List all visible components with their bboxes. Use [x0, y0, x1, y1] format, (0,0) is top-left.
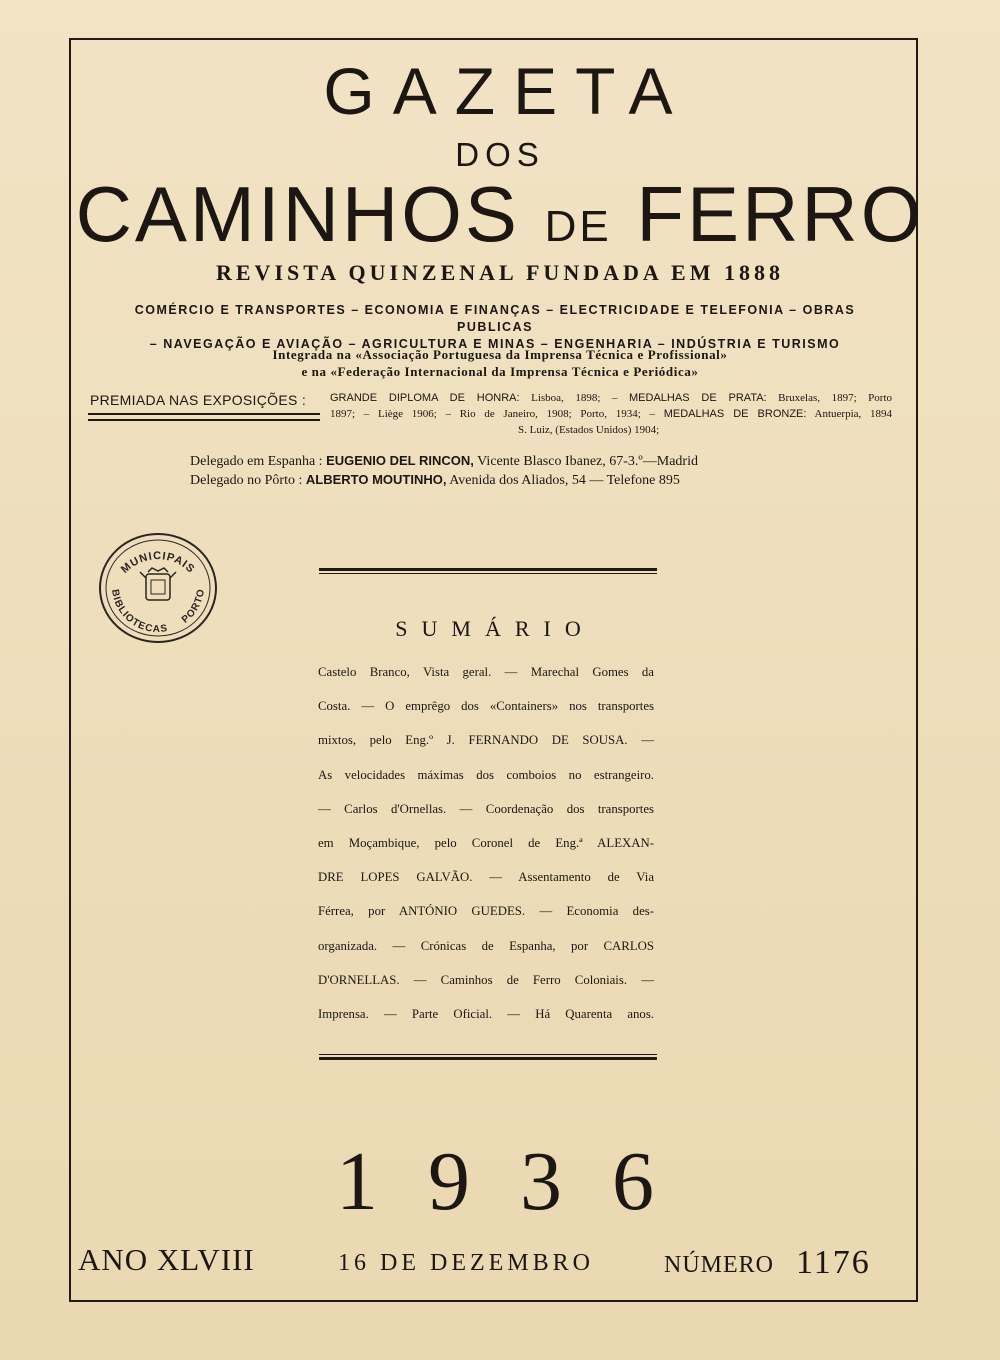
issue-date: 16 DE DEZEMBRO [338, 1250, 594, 1276]
award-heading: MEDALHAS DE PRATA: [629, 392, 767, 404]
summary-line: em Moçambique, pelo Coronel de Eng.ª ALEXAN- [318, 835, 654, 850]
summary-line: Férrea, por ANTÓNIO GUEDES. — Economia des- [318, 904, 654, 919]
issue-number-label: NÚMERO [664, 1252, 775, 1278]
subtitle: REVISTA QUINZENAL FUNDADA EM 1888 [216, 260, 784, 285]
delegate-prefix: Delegado em Espanha : [190, 454, 323, 469]
award-heading: GRANDE DIPLOMA DE HONRA: [330, 392, 520, 404]
summary-line: DRE LOPES GALVÃO. — Assentamento de Via [318, 870, 654, 885]
integration-block [160, 346, 840, 380]
issue-year: 1936 [336, 1135, 704, 1228]
award-text: S. Luiz, (Estados Unidos) 1904; [518, 424, 660, 436]
summary-line: mixtos, pelo Eng.º J. FERNANDO DE SOUSA. — [318, 733, 654, 748]
topics-line: – NAVEGAÇÃO E AVIAÇÃO – AGRICULTURA E MINAS – ENGENHARIA – INDÚSTRIA E TURISMO [149, 337, 841, 351]
coat-of-arms-icon [140, 568, 176, 600]
delegate-prefix: Delegado no Pôrto : [190, 473, 303, 488]
award-text: Antuerpia, 1894 [814, 408, 892, 420]
delegate-name: ALBERTO MOUTINHO, [305, 472, 447, 487]
delegate-spain [190, 452, 698, 471]
awards-label: PREMIADA NAS EXPOSIÇÕES : [90, 392, 307, 408]
delegate-porto [190, 471, 698, 490]
stamp-text-right: PORTO [179, 587, 208, 626]
masthead-caminhos-de-ferro [0, 170, 1000, 258]
summary-line: Imprensa. — Parte Oficial. — Há Quarenta anos. [318, 1006, 654, 1021]
award-text: Lisboa, 1898; – [531, 392, 618, 404]
delegate-address: Avenida dos Aliados, 54 — Telefone 895 [449, 473, 680, 488]
stamp-text-left: BIBLIOTECAS [109, 588, 169, 636]
summary-line: As velocidades máximas dos comboios no estrangeiro. [318, 767, 654, 782]
masthead-de: DE [544, 202, 612, 251]
summary-body [318, 656, 654, 1032]
awards-underline [88, 413, 320, 427]
summary-line: — Carlos d'Ornellas. — Coordenação dos transportes [318, 801, 654, 816]
svg-text:MUNICIPAIS [119, 550, 197, 576]
delegates-block [190, 452, 698, 490]
integration-line: Integrada na «Associação Portuguesa da Imprensa Técnica e Profissional» [272, 347, 728, 362]
award-text: Bruxelas, 1897; Porto [778, 392, 893, 404]
masthead-gazeta: GAZETA [323, 54, 691, 128]
award-text: 1897; – Liège 1906; – Rio de Janeiro, 1908; Porto, 1934; – [330, 408, 655, 420]
integration-line: e na «Federação Internacional da Imprensa Técnica e Periódica» [301, 364, 699, 379]
volume-number: ANO XLVIII [78, 1242, 255, 1277]
topics-line: COMÉRCIO E TRANSPORTES – ECONOMIA E FINANÇAS – ELECTRICIDADE E TELEFONIA – OBRAS PUBLICAS [134, 303, 856, 334]
delegate-address: Vicente Blasco Ibanez, 67-3.º—Madrid [477, 454, 698, 469]
summary-line: organizada. — Crónicas de Espanha, por CARLOS [318, 938, 654, 953]
summary-line: D'ORNELLAS. — Caminhos de Ferro Coloniais. — [318, 972, 654, 987]
masthead-dos: DOS [455, 136, 545, 173]
summary-line: Castelo Branco, Vista geral. — Marechal Gomes da [318, 665, 654, 679]
divider-bottom [319, 1054, 657, 1064]
awards-text [330, 390, 892, 438]
award-heading: MEDALHAS DE BRONZE: [663, 408, 807, 420]
stamp-text-top: MUNICIPAIS [118, 550, 198, 576]
masthead-ferro: FERRO [636, 170, 925, 258]
masthead-caminhos: CAMINHOS [75, 170, 520, 258]
issue-number: 1176 [796, 1244, 871, 1281]
summary-line: Costa. — O emprêgo dos «Containers» nos transportes [318, 699, 654, 714]
delegate-name: EUGENIO DEL RINCON, [326, 453, 474, 468]
summary-title: SUMÁRIO [395, 616, 595, 641]
divider-top [319, 566, 657, 576]
